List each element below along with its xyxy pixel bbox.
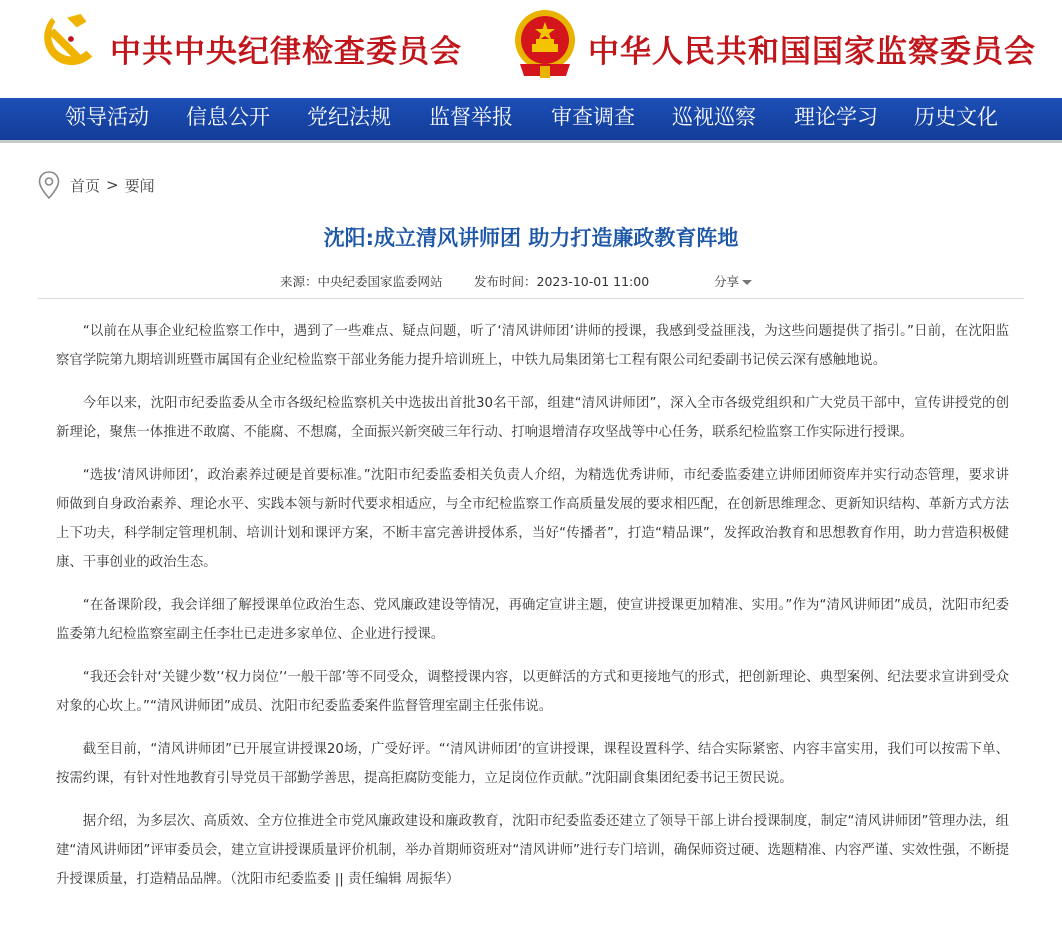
nav-item[interactable]: 信息公开 xyxy=(186,105,270,129)
breadcrumb-separator: > xyxy=(106,176,119,194)
article-paragraph: “在备课阶段，我会详细了解授课单位政治生态、党风廉政建设等情况，再确定宣讲主题，使宣讲授课更加精准、实用。”作为“清风讲师团”成员，沈阳市纪委监委第九纪检监察室副主任李壮已走进多家单位、企业进行授课。 xyxy=(56,598,1009,642)
cpc-discipline-commission-title: 中共中央纪律检查委员会 xyxy=(110,34,462,70)
article-title: 沈阳:成立清风讲师团 助力打造廉政教育阵地 xyxy=(323,226,739,250)
location-pin-icon xyxy=(38,171,60,199)
nav-item[interactable]: 领导活动 xyxy=(65,105,149,129)
nav-item[interactable]: 审查调查 xyxy=(551,105,635,129)
nav-item[interactable]: 监督举报 xyxy=(429,105,513,129)
divider xyxy=(38,298,1024,299)
national-supervisory-commission-title: 中华人民共和国国家监察委员会 xyxy=(588,34,1036,70)
article-paragraph: “以前在从事企业纪检监察工作中，遇到了一些难点、疑点问题，听了‘清风讲师团’讲师的授课，我感到受益匪浅，为这些问题提供了指引。”日前，在沈阳监察官学院第九期培训班暨市属国有企业纪检监察干部业务能力提升培训班上，中铁九局集团第七工程有限公司纪委副书记侯云深有感触地说。 xyxy=(56,324,1009,368)
article-source: 来源：中央纪委国家监委网站 xyxy=(280,274,443,289)
chevron-down-icon xyxy=(742,280,752,285)
article-body xyxy=(56,317,1009,908)
breadcrumb xyxy=(38,170,155,200)
site-header xyxy=(0,0,1062,98)
article-paragraph: “选拔‘清风讲师团’，政治素养过硬是首要标准。”沈阳市纪委监委相关负责人介绍，为精选优秀讲师，市纪委监委建立讲师团师资库并实行动态管理，要求讲师做到自身政治素养、理论水平、实践本领与新时代要求相适应，与全市纪检监察工作高质量发展的要求相匹配，在创新思维理念、更新知识结构、革新方式方法上下功夫，科学制定管理机制、培训计划和课评方案，不断丰富完善讲授体系，当好“传播者”，打造“精品课”，发挥政治教育和思想教育作用，助力营造积极健康、干事创业的政治生态。 xyxy=(56,468,1009,570)
article-paragraph: 截至目前，“清风讲师团”已开展宣讲授课20场，广受好评。“‘清风讲师团’的宣讲授课，课程设置科学、结合实际紧密、内容丰富实用，我们可以按需下单、按需约课，有针对性地教育引导党员干部勤学善思，提高拒腐防变能力，立足岗位作贡献。”沈阳副食集团纪委书记王贺民说。 xyxy=(56,742,1009,786)
national-emblem-icon xyxy=(512,6,578,80)
article-paragraph: 据介绍，为多层次、高质效、全方位推进全市党风廉政建设和廉政教育，沈阳市纪委监委还建立了领导干部上讲台授课制度，制定“清风讲师团”管理办法，组建“清风讲师团”评审委员会，建立宣讲授课质量评价机制，举办首期师资班对“清风讲师”进行专门培训，确保师资过硬、选题精准、内容严谨、实效性强，不断提升授课质量，打造精品品牌。（沈阳市纪委监委 || 责任编辑 周振华） xyxy=(56,814,1009,887)
article-paragraph: “我还会针对‘关键少数’‘权力岗位’‘一般干部’等不同受众，调整授课内容，以更鲜活的方式和更接地气的形式，把创新理论、典型案例、纪法要求宣讲到受众对象的心坎上。”“清风讲师团”成员、沈阳市纪委监委案件监督管理室副主任张伟说。 xyxy=(56,670,1009,714)
nav-item[interactable]: 巡视巡察 xyxy=(672,105,756,129)
share-button[interactable] xyxy=(714,272,752,290)
nav-item[interactable]: 历史文化 xyxy=(914,105,998,129)
main-nav xyxy=(0,98,1062,143)
breadcrumb-home-link[interactable]: 首页 xyxy=(70,176,101,195)
article-publish-time: 发布时间：2023-10-01 11:00 xyxy=(474,274,650,289)
nav-item[interactable]: 党纪法规 xyxy=(307,105,391,129)
breadcrumb-current-link[interactable]: 要闻 xyxy=(124,176,155,195)
article-meta xyxy=(0,272,1062,292)
article-paragraph: 今年以来，沈阳市纪委监委从全市各级纪检监察机关中选拔出首批30名干部，组建“清风讲师团”，深入全市各级党组织和广大党员干部中，宣传讲授党的创新理论，聚焦一体推进不敢腐、不能腐、不想腐，全面振兴新突破三年行动、打响退增清存攻坚战等中心任务，联系纪检监察工作实际进行授课。 xyxy=(56,396,1009,440)
nav-item[interactable]: 理论学习 xyxy=(794,105,878,129)
party-emblem-icon xyxy=(38,8,100,70)
share-label: 分享 xyxy=(714,274,740,289)
